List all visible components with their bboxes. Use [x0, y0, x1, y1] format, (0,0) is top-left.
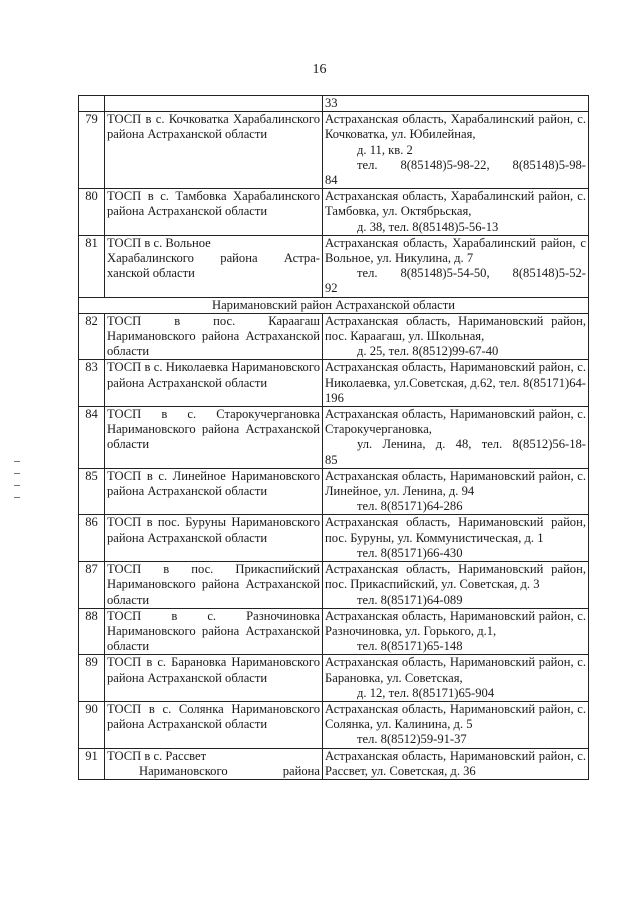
address-cell — [323, 608, 589, 655]
address-cell — [323, 112, 589, 189]
margin-mark — [14, 473, 20, 474]
phone-line: тел. 8(85148)5-98-22, 8(85148)5-98- — [357, 157, 586, 172]
organization-name: ТОСП в с. Тамбовка Харабалинского района Астраханской области — [105, 189, 323, 236]
row-number: 82 — [79, 313, 105, 360]
row-number: 89 — [79, 655, 105, 702]
organization-name: ТОСП в пос. Буруны Наримановского района Астраханской области — [105, 515, 323, 562]
organization-name: ТОСП в с. Разночиновка Наримановского района Астраханской области — [105, 608, 323, 655]
row-number: 85 — [79, 468, 105, 515]
table-row — [79, 515, 589, 562]
address-line: Астраханская область, Харабалинский район, с Вольное, ул. Никулина, д. 7 — [325, 235, 586, 266]
table-row — [79, 313, 589, 360]
address-cell — [323, 701, 589, 748]
table-row — [79, 235, 589, 297]
row-number: 86 — [79, 515, 105, 562]
margin-mark — [14, 461, 20, 462]
address-cell — [323, 468, 589, 515]
organizations-table — [78, 95, 589, 780]
organization-name: ТОСП в с. Солянка Наримановского района Астраханской области — [105, 701, 323, 748]
address-line: Астраханская область, Наримановский район, с. Николаевка, ул.Советская, д.62, тел. 8(85171)64-196 — [325, 360, 586, 405]
phone-line: тел. 8(85148)5-54-50, 8(85148)5-52- — [357, 266, 586, 281]
margin-mark — [14, 497, 20, 498]
phone-line: тел. 8(8512)59-91-37 — [357, 732, 467, 747]
margin-mark — [14, 485, 20, 486]
organization-line: Харабалинского района Астра- — [107, 251, 320, 266]
address-line: Астраханская область, Наримановский район, с. Старокучергановка, — [325, 407, 586, 437]
phone-line: тел. 8(85171)64-089 — [357, 592, 463, 607]
address-cell — [323, 748, 589, 779]
table-row — [79, 701, 589, 748]
address-cell — [323, 189, 589, 236]
phone-line: тел. 8(85171)64-286 — [357, 499, 463, 514]
table-row — [79, 189, 589, 236]
organization-name: ТОСП в с. Старокучергановка Наримановского района Астраханской области — [105, 407, 323, 469]
phone-line: тел. 8(85171)65-148 — [357, 639, 463, 654]
address-line: Астраханская область, Наримановский район, с. Разночиновка, ул. Горького, д.1, — [325, 608, 586, 638]
row-number: 90 — [79, 701, 105, 748]
table-row — [79, 112, 589, 189]
table-row — [79, 407, 589, 469]
address-line: Астраханская область, Наримановский район, с. Линейное, ул. Ленина, д. 94 — [325, 468, 586, 499]
address-line: Астраханская область, Харабалинский район, с. Тамбовка, ул. Октябрьская, — [325, 189, 586, 219]
phone-line-end: 84 — [325, 173, 338, 188]
address-line: Астраханская область, Наримановский район, пос. Караагаш, ул. Школьная, — [325, 313, 586, 344]
table-row — [79, 360, 589, 407]
continuation-cell: 33 — [323, 96, 589, 112]
address-cell — [323, 515, 589, 562]
address-cell — [323, 562, 589, 609]
table-row — [79, 468, 589, 515]
page-number: 16 — [312, 62, 327, 77]
row-number: 83 — [79, 360, 105, 407]
address-line: д. 38, тел. 8(85148)5-56-13 — [357, 219, 499, 234]
address-line: Астраханская область, Наримановский район, пос. Буруны, ул. Коммунистическая, д. 1 — [325, 515, 586, 545]
row-number: 88 — [79, 608, 105, 655]
address-line: д. 25, тел. 8(8512)99-67-40 — [357, 344, 499, 359]
table-row — [79, 96, 589, 112]
row-number: 91 — [79, 748, 105, 779]
organization-name — [105, 748, 323, 779]
table-row — [79, 562, 589, 609]
section-row — [79, 297, 589, 313]
phone-line-end: 92 — [325, 281, 338, 296]
organization-line: ТОСП в с. Вольное — [107, 235, 211, 250]
organization-name: ТОСП в с. Кочковатка Харабалинского района Астраханской области — [105, 112, 323, 189]
address-line: Астраханская область, Наримановский район, с. Барановка, ул. Советская, — [325, 655, 586, 685]
row-number: 79 — [79, 112, 105, 189]
organization-name: ТОСП в пос. Прикаспийский Наримановского района Астраханской области — [105, 562, 323, 609]
address-cell — [323, 360, 589, 407]
phone-line: ул. Ленина, д. 48, тел. 8(8512)56-18- — [357, 437, 586, 452]
phone-line-end: 85 — [325, 452, 338, 467]
organization-name — [105, 235, 323, 297]
organization-line: ханской области — [107, 266, 195, 281]
address-line: Астраханская область, Наримановский район, пос. Прикаспийский, ул. Советская, д. 3 — [325, 562, 586, 592]
section-title: Наримановский район Астраханской области — [79, 297, 589, 313]
organization-line: ТОСП в с. Рассвет — [107, 748, 207, 763]
address-cell — [323, 313, 589, 360]
table-row — [79, 748, 589, 779]
row-number: 81 — [79, 235, 105, 297]
organization-name: ТОСП в с. Барановка Наримановского района Астраханской области — [105, 655, 323, 702]
organization-name: ТОСП в пос. Караагаш Наримановского района Астраханской области — [105, 313, 323, 360]
table-row — [79, 655, 589, 702]
row-number: 87 — [79, 562, 105, 609]
address-cell — [323, 655, 589, 702]
row-number: 80 — [79, 189, 105, 236]
table-row — [79, 608, 589, 655]
organization-name: ТОСП в с. Николаевка Наримановского района Астраханской области — [105, 360, 323, 407]
address-line: д. 11, кв. 2 — [357, 142, 413, 157]
row-number: 84 — [79, 407, 105, 469]
phone-line: тел. 8(85171)66-430 — [357, 545, 463, 560]
address-line: Астраханская область, Наримановский район, с. Рассвет, ул. Советская, д. 36 — [325, 748, 586, 778]
address-cell — [323, 235, 589, 297]
address-line: д. 12, тел. 8(85171)65-904 — [357, 685, 495, 700]
organization-line: Наримановского района — [139, 763, 320, 778]
organization-name: ТОСП в с. Линейное Наримановского района Астраханской области — [105, 468, 323, 515]
address-line: Астраханская область, Наримановский район, с. Солянка, ул. Калинина, д. 5 — [325, 701, 586, 732]
address-line: Астраханская область, Харабалинский район, с. Кочковатка, ул. Юбилейная, — [325, 112, 586, 142]
address-cell — [323, 407, 589, 469]
